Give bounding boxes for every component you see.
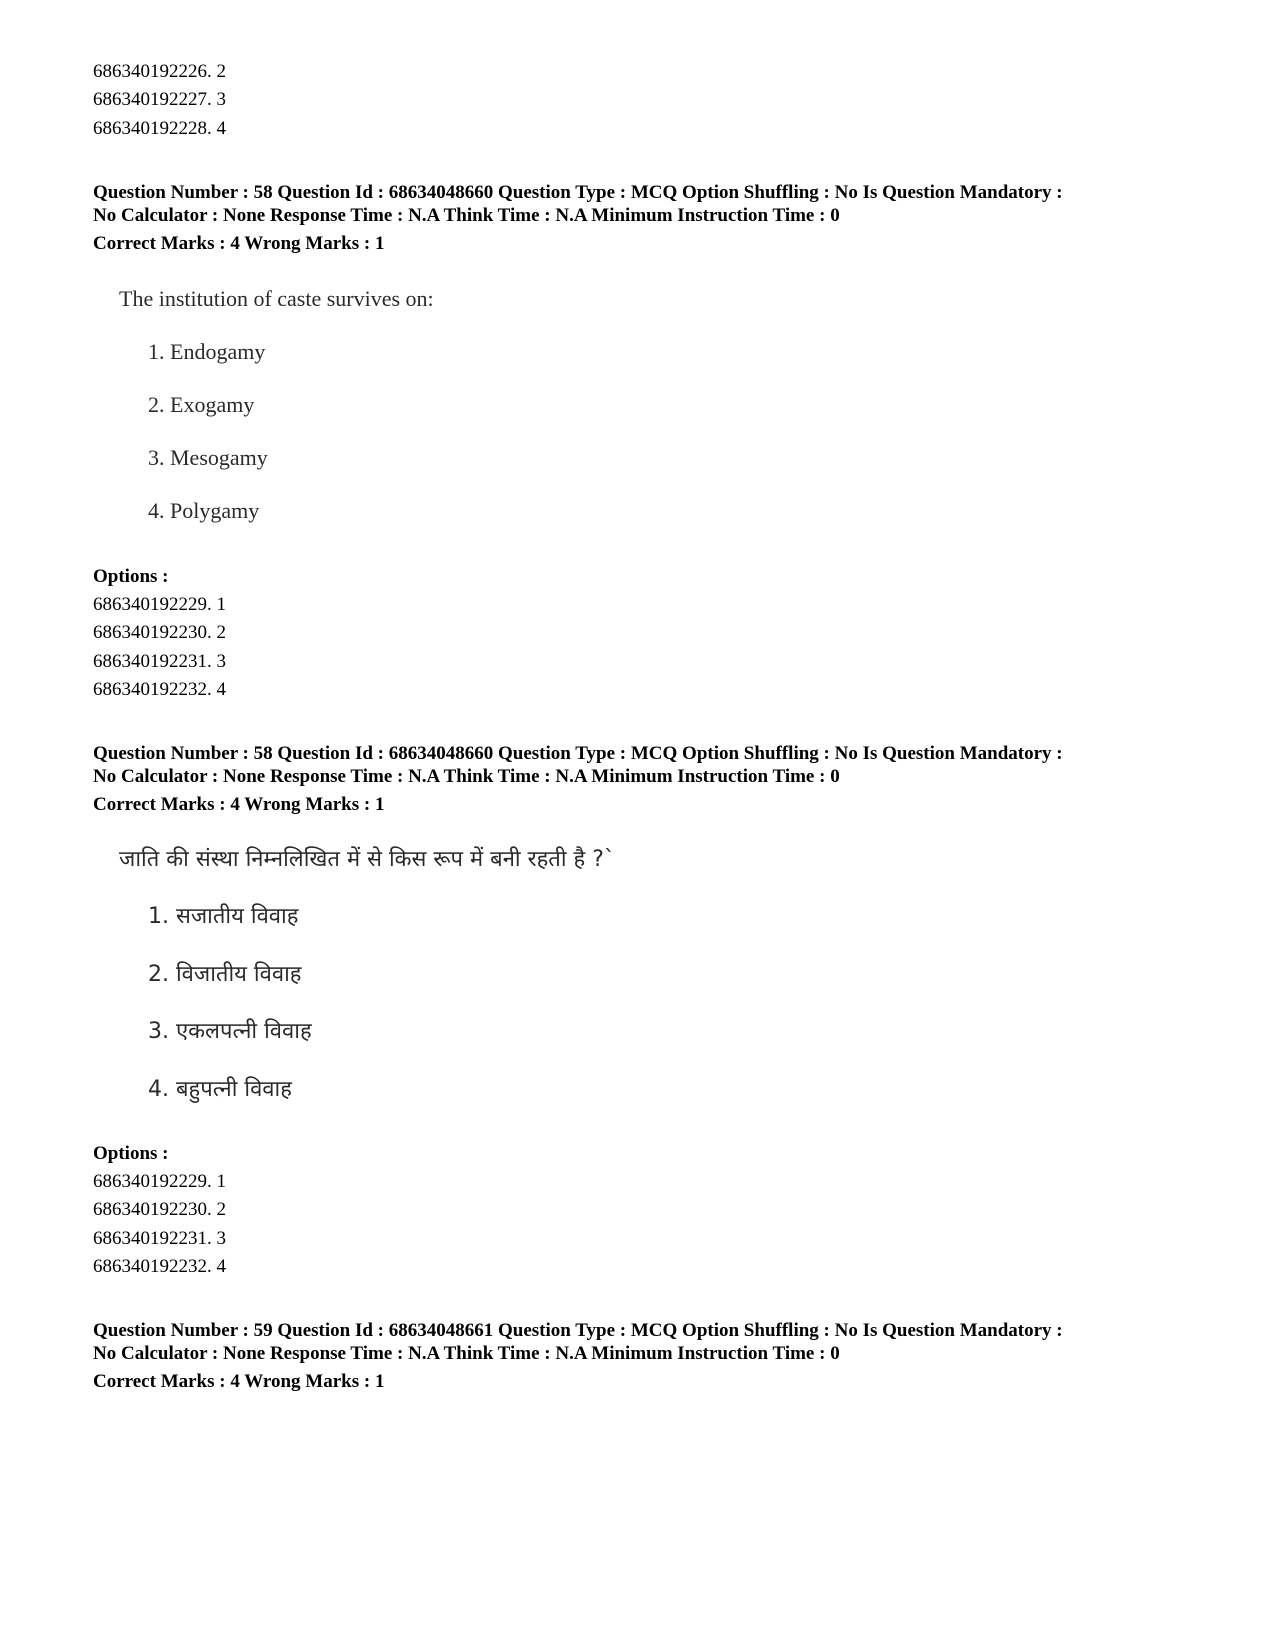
question-choice: 2. Exogamy	[148, 392, 255, 417]
question-header-line2: No Calculator : None Response Time : N.A Think Time : N.A Minimum Instruction Time : 0	[93, 766, 840, 787]
option-line: 686340192226. 2	[93, 61, 226, 82]
question-choice: 3. Mesogamy	[148, 445, 268, 470]
option-line: 686340192231. 3	[93, 1228, 226, 1249]
question-header-line1: Question Number : 59 Question Id : 68634048661 Question Type : MCQ Option Shuffling : No Is Question Mandatory :	[93, 1320, 1063, 1341]
option-line: 686340192231. 3	[93, 651, 226, 672]
question-choice: 3. एकलपत्नी विवाह	[148, 1019, 312, 1044]
question-marks: Correct Marks : 4 Wrong Marks : 1	[93, 233, 385, 254]
question-header-line2: No Calculator : None Response Time : N.A Think Time : N.A Minimum Instruction Time : 0	[93, 205, 840, 226]
question-text: The institution of caste survives on:	[119, 286, 434, 311]
option-line: 686340192227. 3	[93, 89, 226, 110]
option-line: 686340192229. 1	[93, 1171, 226, 1192]
question-marks: Correct Marks : 4 Wrong Marks : 1	[93, 1371, 385, 1392]
question-choice: 2. विजातीय विवाह	[148, 962, 302, 987]
question-choice: 4. बहुपत्नी विवाह	[148, 1077, 292, 1102]
option-line: 686340192229. 1	[93, 594, 226, 615]
question-header-line2: No Calculator : None Response Time : N.A Think Time : N.A Minimum Instruction Time : 0	[93, 1343, 840, 1364]
options-label: Options :	[93, 1143, 169, 1164]
option-line: 686340192228. 4	[93, 118, 226, 139]
question-choice: 1. सजातीय विवाह	[148, 904, 299, 929]
options-label: Options :	[93, 566, 169, 587]
option-line: 686340192232. 4	[93, 1256, 226, 1277]
question-choice: 1. Endogamy	[148, 339, 266, 364]
question-text: जाति की संस्था निम्नलिखित में से किस रूप में बनी रहती है ?`	[119, 847, 615, 872]
question-header-line1: Question Number : 58 Question Id : 68634048660 Question Type : MCQ Option Shuffling : No Is Question Mandatory :	[93, 182, 1063, 203]
option-line: 686340192230. 2	[93, 1199, 226, 1220]
question-choice: 4. Polygamy	[148, 498, 260, 523]
question-header-line1: Question Number : 58 Question Id : 68634048660 Question Type : MCQ Option Shuffling : No Is Question Mandatory :	[93, 743, 1063, 764]
question-marks: Correct Marks : 4 Wrong Marks : 1	[93, 794, 385, 815]
option-line: 686340192230. 2	[93, 622, 226, 643]
option-line: 686340192232. 4	[93, 679, 226, 700]
